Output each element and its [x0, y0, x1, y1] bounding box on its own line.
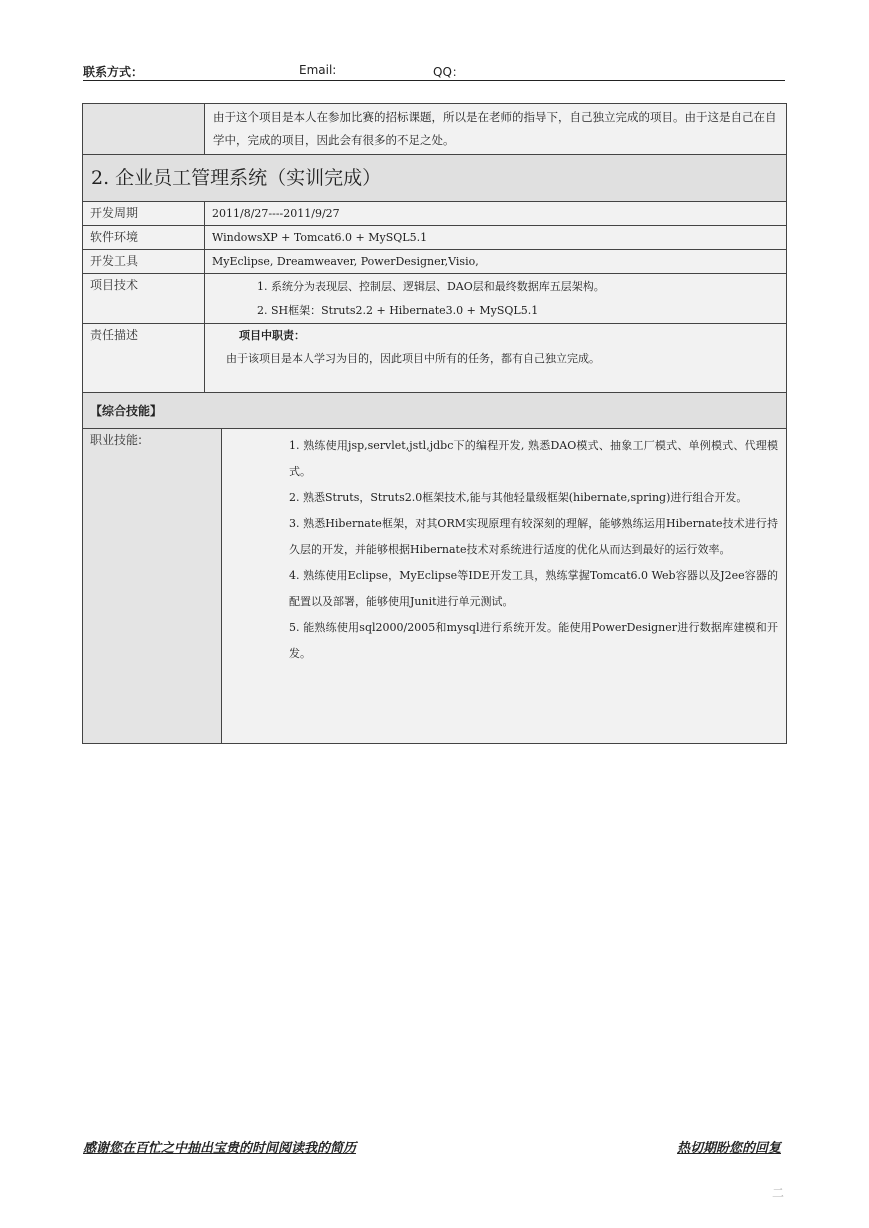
skills-list [222, 429, 787, 744]
tech-item: 1. 系统分为表现层、控制层、逻辑层、DAO层和最终数据库五层架构。 [257, 280, 605, 293]
skills-row [83, 429, 787, 744]
environment-value: WindowsXP + Tomcat6.0 + MySQL5.1 [205, 226, 787, 250]
project2-title-row [83, 155, 787, 202]
skills-table [82, 428, 787, 744]
tech-value [205, 274, 787, 324]
info-row-tools [83, 250, 787, 274]
skill-item: 2. 熟悉Struts，Struts2.0框架技术,能与其他轻量级框架(hibernate,spring)进行组合开发。 [289, 491, 748, 504]
empty-label-cell [83, 104, 205, 155]
footer [83, 1137, 781, 1155]
duty-label: 责任描述 [83, 324, 205, 393]
info-row-period [83, 202, 787, 226]
tech-label: 项目技术 [83, 274, 205, 324]
project2-title: 2. 企业员工管理系统（实训完成） [83, 155, 787, 202]
info-row-tech [83, 274, 787, 324]
tech-item: 2. SH框架：Struts2.2 + Hibernate3.0 + MySQL5.1 [257, 304, 539, 317]
info-row-environment [83, 226, 787, 250]
info-row-duty [83, 324, 787, 393]
footer-reply: 热切期盼您的回复 [676, 1141, 781, 1156]
project1-description: 由于这个项目是本人在参加比赛的招标课题，所以是在老师的指导下，自己独立完成的项目。由于这是自己在自学中，完成的项目，因此会有很多的不足之处。 [205, 104, 787, 155]
page-number: 二 [772, 1186, 785, 1200]
tools-value: MyEclipse, Dreamweaver, PowerDesigner,Visio, [205, 250, 787, 274]
environment-label: 软件环境 [83, 226, 205, 250]
email-label: Email: [299, 63, 337, 77]
footer-thanks: 感谢您在百忙之中抽出宝贵的时间阅读我的简历 [83, 1141, 357, 1156]
duty-heading: 项目中职责： [239, 329, 305, 342]
skill-item: 3. 熟悉Hibernate框架，对其ORM实现原理有较深刻的理解，能够熟练运用Hibernate技术进行持久层的开发，并能够根据Hibernate技术对系统进行适度的优化从而达到最好的运行效率。 [289, 517, 778, 556]
skills-label: 职业技能: [83, 429, 222, 744]
project1-description-row [83, 104, 787, 155]
period-value: 2011/8/27----2011/9/27 [205, 202, 787, 226]
skill-item: 1. 熟练使用jsp,servlet,jstl,jdbc下的编程开发, 熟悉DAO模式、抽象工厂模式、单例模式、代理模式。 [289, 439, 778, 478]
qq-label: QQ： [433, 65, 464, 79]
contact-header [83, 62, 785, 81]
contact-label: 联系方式： [83, 65, 144, 79]
tools-label: 开发工具 [83, 250, 205, 274]
skill-item: 5. 能熟练使用sql2000/2005和mysql进行系统开发。能使用PowerDesigner进行数据库建模和开发。 [289, 621, 778, 660]
duty-text: 由于该项目是本人学习为目的，因此项目中所有的任务，都有自己独立完成。 [226, 352, 600, 365]
skills-section-title: 【综合技能】 [83, 393, 787, 430]
skill-item: 4. 熟练使用Eclipse，MyEclipse等IDE开发工具，熟练掌握Tomcat6.0 Web容器以及J2ee容器的配置以及部署，能够使用Junit进行单元测试。 [289, 569, 778, 608]
period-label: 开发周期 [83, 202, 205, 226]
duty-value [205, 324, 787, 393]
project-table [82, 103, 787, 430]
skills-title-row [83, 393, 787, 430]
